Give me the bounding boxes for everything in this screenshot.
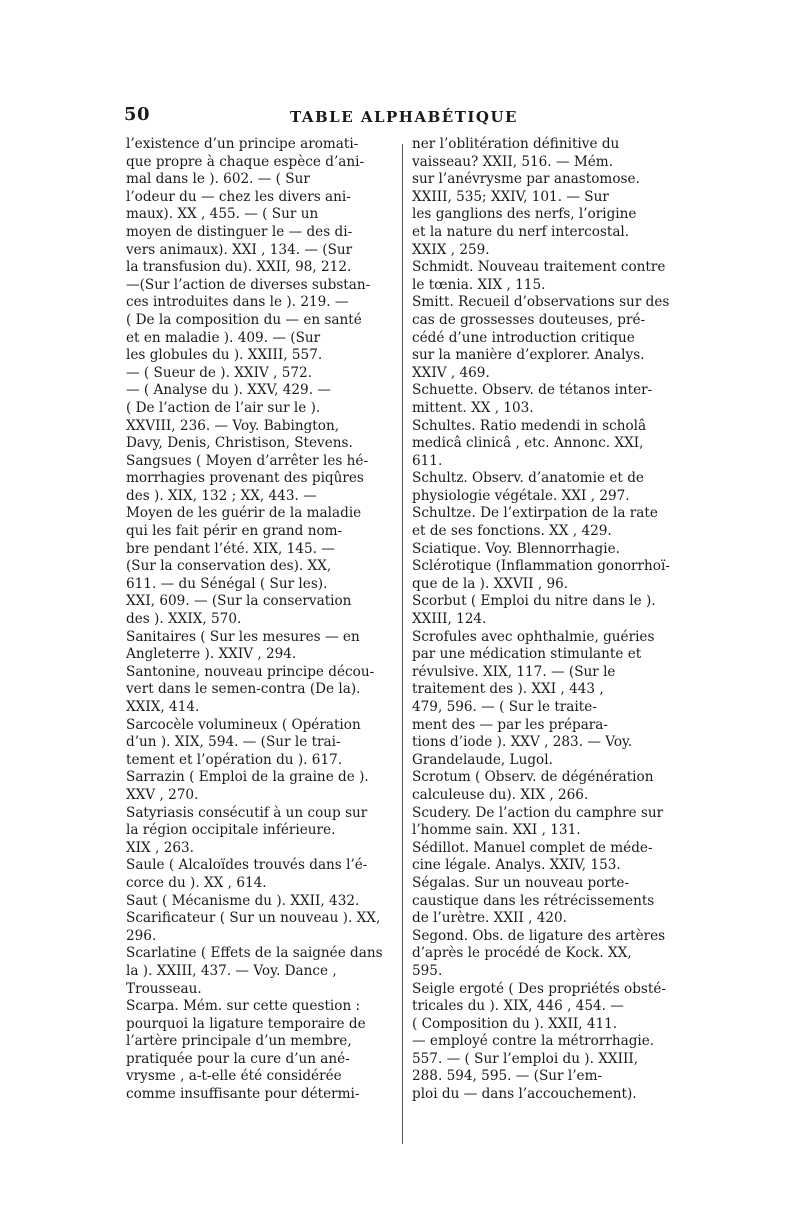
index-line: morrhagies provenant des piqûres xyxy=(126,470,364,487)
index-line: par une médication stimulante et xyxy=(412,646,642,663)
index-line: comme insuffisante pour détermi- xyxy=(126,1086,360,1103)
index-line: que propre à chaque espèce d’ani- xyxy=(126,153,365,170)
index-line: Schmidt. Nouveau traitement contre xyxy=(412,259,666,276)
page-number: 50 xyxy=(124,104,151,125)
index-line: Seigle ergoté ( Des propriétés obsté- xyxy=(412,980,666,997)
index-line: vert dans le semen-contra (De la). xyxy=(126,681,361,698)
index-line: 479, 596. — ( Sur le traite- xyxy=(412,699,597,715)
index-line: tricales du ). XIX, 446 , 454. — xyxy=(412,998,624,1015)
page-header xyxy=(124,104,684,132)
index-line: cine légale. Analys. XXIV, 153. xyxy=(412,857,621,874)
index-line: Scarlatine ( Effets de la saignée dans xyxy=(126,945,383,962)
index-line: 595. xyxy=(412,962,443,979)
index-line: XXIX, 414. xyxy=(126,699,200,715)
index-line: XXIII, 124. xyxy=(412,611,487,628)
index-line: mal dans le ). 602. — ( Sur xyxy=(126,171,310,188)
index-line: XXIV , 469. xyxy=(412,364,490,381)
index-line: tions d’iode ). XXV , 283. — Voy. xyxy=(412,734,633,751)
index-line: maux). XX , 455. — ( Sur un xyxy=(126,206,319,223)
index-line: qui les fait périr en grand nom- xyxy=(126,523,343,540)
index-line: traitement des ). XXI , 443 , xyxy=(412,681,604,698)
index-line: d’un ). XIX, 594. — (Sur le trai- xyxy=(126,734,341,751)
index-line: Sarcocèle volumineux ( Opération xyxy=(126,716,361,733)
index-line: révulsive. XIX, 117. — (Sur le xyxy=(412,663,616,680)
index-line: vaisseau? XXII, 516. — Mém. xyxy=(412,153,614,170)
index-line: de l’urètre. XXII , 420. xyxy=(412,910,568,927)
index-line: vers animaux). XXI , 134. — (Sur xyxy=(126,241,353,258)
index-line: tement et l’opération du ). 617. xyxy=(126,751,343,768)
index-line: Davy, Denis, Christison, Stevens. xyxy=(126,435,353,452)
index-line: mittent. XX , 103. xyxy=(412,399,534,416)
index-line: XXV , 270. xyxy=(126,786,199,803)
index-line: calculeuse du). XIX , 266. xyxy=(412,786,589,803)
index-line: (Sur la conservation des). XX, xyxy=(126,558,332,575)
index-line: ces introduites dans le ). 219. — xyxy=(126,294,349,311)
index-line: et de ses fonctions. XX , 429. xyxy=(412,523,612,540)
index-line: XXI, 609. — (Sur la conservation xyxy=(126,593,352,610)
index-line: medicâ clinicâ , etc. Annonc. XXI, xyxy=(412,435,644,452)
index-line: 288. 594, 595. — (Sur l’em- xyxy=(412,1068,603,1085)
index-line: ( De la composition du — en santé xyxy=(126,311,362,328)
index-line: Segond. Obs. de ligature des artères xyxy=(412,927,666,944)
index-line: Moyen de les guérir de la maladie xyxy=(126,505,362,522)
running-title: TABLE ALPHABÉTIQUE xyxy=(289,108,518,126)
index-line: l’existence d’un principe aromati- xyxy=(126,136,359,152)
index-line: physiologie végétale. XXI , 297. xyxy=(412,487,630,504)
index-line: vrysme , a-t-elle été considérée xyxy=(126,1068,342,1085)
index-line: Sciatique. Voy. Blennorrhagie. xyxy=(412,540,620,557)
index-line: le tœnia. XIX , 115. xyxy=(412,276,546,293)
index-line: XXVIII, 236. — Voy. Babington, xyxy=(126,417,340,434)
index-line: 611. — du Sénégal ( Sur les). xyxy=(126,575,328,592)
index-line: Sanitaires ( Sur les mesures — en xyxy=(126,628,360,645)
index-line: — ( Sueur de ). XXIV , 572. xyxy=(126,364,313,381)
index-line: Smitt. Recueil d’observations sur des xyxy=(412,294,670,311)
index-line: Scrofules avec ophthalmie, guéries xyxy=(412,628,655,645)
index-line: Saut ( Mécanisme du ). XXII, 432. xyxy=(126,892,360,909)
column-divider xyxy=(402,144,403,1144)
index-line: 296. xyxy=(126,927,157,944)
index-line: Scorbut ( Emploi du nitre dans le ). xyxy=(412,593,656,610)
index-line: Sarrazin ( Emploi de la graine de ). xyxy=(126,769,369,786)
index-line: des ). XIX, 132 ; XX, 443. — xyxy=(126,487,317,504)
index-line: sur l’anévrysme par anastomose. xyxy=(412,171,640,188)
index-line: les ganglions des nerfs, l’origine xyxy=(412,206,637,223)
index-line: Scudery. De l’action du camphre sur xyxy=(412,804,664,821)
index-line: —(Sur l’action de diverses substan- xyxy=(126,276,371,293)
index-line: moyen de distinguer le — des di- xyxy=(126,223,353,240)
index-line: cas de grossesses douteuses, pré- xyxy=(412,311,646,328)
index-line: Schultes. Ratio medendi in scholâ xyxy=(412,417,647,434)
index-line: ner l’oblitération définitive du xyxy=(412,136,620,152)
index-line: la ). XXIII, 437. — Voy. Dance , xyxy=(126,962,337,979)
index-line: Sclérotique (Inflammation gonorrhoï- xyxy=(412,558,670,575)
index-line: Sédillot. Manuel complet de méde- xyxy=(412,839,653,856)
right-column xyxy=(412,136,686,1104)
index-line: et en maladie ). 409. — (Sur xyxy=(126,329,321,346)
index-line: sur la manière d’explorer. Analys. xyxy=(412,347,645,364)
index-line: Scarpa. Mém. sur cette question : xyxy=(126,998,361,1015)
index-line: que de la ). XXVII , 96. xyxy=(412,575,569,592)
index-line: des ). XXIX, 570. xyxy=(126,611,242,628)
index-line: Santonine, nouveau principe décou- xyxy=(126,663,375,680)
index-line: ( Composition du ). XXII, 411. xyxy=(412,1015,618,1032)
index-line: Scarificateur ( Sur un nouveau ). XX, xyxy=(126,910,381,927)
index-line: XIX , 263. xyxy=(126,839,194,856)
index-line: — employé contre la métrorrhagie. xyxy=(412,1033,655,1050)
index-line: corce du ). XX , 614. xyxy=(126,874,267,891)
index-line: cédé d’une introduction critique xyxy=(412,329,635,346)
index-line: l’odeur du — chez les divers ani- xyxy=(126,188,351,205)
index-line: Grandelaude, Lugol. xyxy=(412,751,553,768)
index-line: ment des — par les prépara- xyxy=(412,716,608,733)
index-line: Schultz. Observ. d’anatomie et de xyxy=(412,470,644,487)
index-line: les globules du ). XXIII, 557. xyxy=(126,347,323,364)
index-line: 557. — ( Sur l’emploi du ). XXIII, xyxy=(412,1050,639,1067)
index-line: Saule ( Alcaloïdes trouvés dans l’é- xyxy=(126,857,368,874)
index-line: la transfusion du). XXII, 98, 212. xyxy=(126,259,352,276)
index-line: pourquoi la ligature temporaire de xyxy=(126,1015,366,1032)
index-line: et la nature du nerf intercostal. xyxy=(412,223,630,240)
index-line: caustique dans les rétrécissements xyxy=(412,892,655,909)
index-line: Sangsues ( Moyen d’arrêter les hé- xyxy=(126,452,369,469)
index-line: XXIX , 259. xyxy=(412,241,490,258)
index-line: bre pendant l’été. XIX, 145. — xyxy=(126,540,335,557)
index-line: la région occipitale inférieure. xyxy=(126,822,336,839)
index-line: Ségalas. Sur un nouveau porte- xyxy=(412,874,630,891)
index-line: Scrotum ( Observ. de dégénération xyxy=(412,769,654,786)
index-line: ploi du — dans l’accouchement). xyxy=(412,1086,637,1103)
index-line: l’artère principale d’un membre, xyxy=(126,1033,352,1050)
index-line: Schultze. De l’extirpation de la rate xyxy=(412,505,658,522)
index-line: d’après le procédé de Kock. XX, xyxy=(412,945,632,962)
index-line: Satyriasis consécutif à un coup sur xyxy=(126,804,368,821)
index-line: 611. xyxy=(412,452,443,469)
index-line: Angleterre ). XXIV , 294. xyxy=(126,646,297,663)
index-line: ( De l’action de l’air sur le ). xyxy=(126,399,321,416)
index-line: — ( Analyse du ). XXV, 429. — xyxy=(126,382,331,399)
index-line: Trousseau. xyxy=(126,980,202,997)
index-line: l’homme sain. XXI , 131. xyxy=(412,822,581,839)
index-line: XXIII, 535; XXIV, 101. — Sur xyxy=(412,188,609,205)
index-line: Schuette. Observ. de tétanos inter- xyxy=(412,382,653,399)
left-column xyxy=(126,136,394,1104)
index-line: pratiquée pour la cure d’un ané- xyxy=(126,1050,350,1067)
